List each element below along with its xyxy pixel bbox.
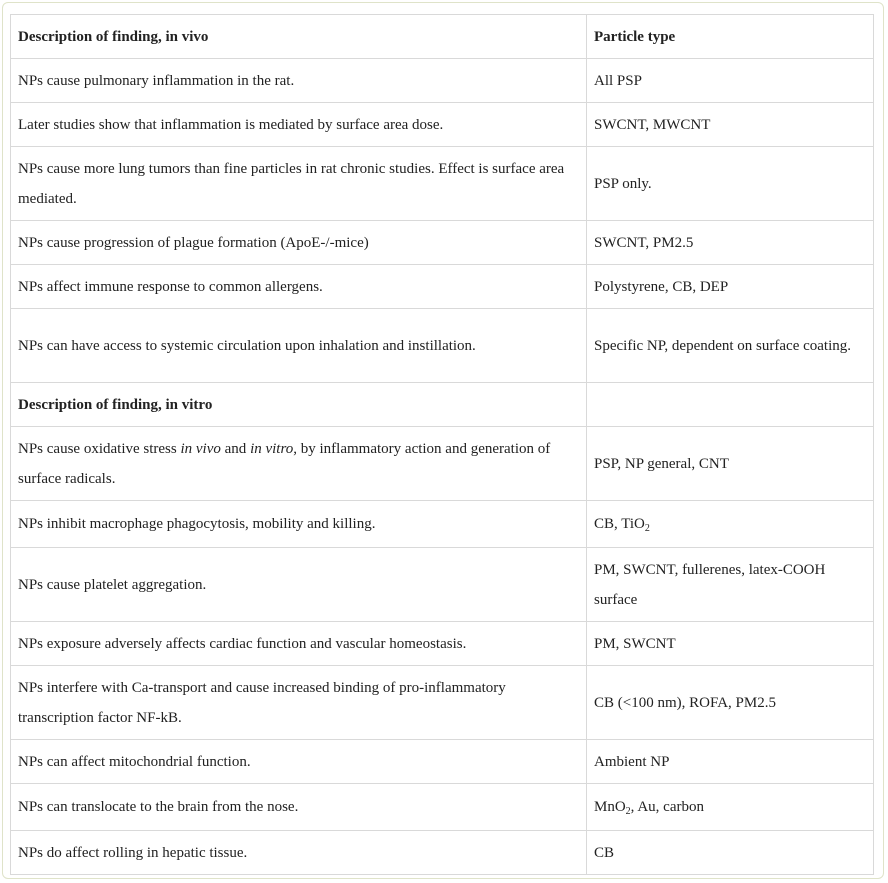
table-row: [11, 221, 874, 265]
description-cell: Later studies show that inflammation is mediated by surface area dose.: [11, 103, 587, 147]
table-row: [11, 265, 874, 309]
description-cell: NPs cause platelet aggregation.: [11, 548, 587, 622]
text-run: and: [220, 440, 251, 457]
italic-text-run: in vitro: [250, 440, 294, 457]
description-cell: NPs can affect mitochondrial function.: [11, 740, 587, 784]
text-run: MnO: [594, 799, 626, 815]
description-cell: NPs cause progression of plague formation (ApoE-/-mice): [11, 221, 587, 265]
particle-type-cell: SWCNT, MWCNT: [587, 103, 874, 147]
particle-type-cell: Specific NP, dependent on surface coating.: [587, 309, 874, 383]
table-row: [11, 147, 874, 221]
subscript: 2: [644, 523, 650, 534]
text-run: , by inflammatory action and generation of surface radicals.: [18, 440, 551, 487]
italic-text-run: in vivo: [180, 440, 221, 457]
particle-type-cell: PSP only.: [587, 147, 874, 221]
text-run: CB, TiO: [594, 516, 645, 532]
table-row: [11, 784, 874, 831]
subscript: 2: [625, 806, 631, 817]
description-cell: NPs do affect rolling in hepatic tissue.: [11, 831, 587, 875]
header-in-vivo-description: Description of finding, in vivo: [11, 15, 587, 59]
table-row: [11, 666, 874, 740]
particle-type-cell: PM, SWCNT: [587, 622, 874, 666]
table-row: [11, 59, 874, 103]
table-row: [11, 622, 874, 666]
header-row-in-vivo: [11, 15, 874, 59]
table-row: [11, 103, 874, 147]
particle-type-cell: CB (<100 nm), ROFA, PM2.5: [587, 666, 874, 740]
description-cell: NPs inhibit macrophage phagocytosis, mobility and killing.: [11, 501, 587, 548]
particle-type-cell: SWCNT, PM2.5: [587, 221, 874, 265]
header-row-in-vitro: [11, 383, 874, 427]
text-run: NPs cause oxidative stress: [18, 440, 181, 457]
description-cell: NPs affect immune response to common allergens.: [11, 265, 587, 309]
text-run: , Au, carbon: [630, 799, 704, 815]
particle-type-cell: Ambient NP: [587, 740, 874, 784]
particle-type-cell: Polystyrene, CB, DEP: [587, 265, 874, 309]
particle-type-cell: [587, 784, 874, 831]
particle-type-cell: PSP, NP general, CNT: [587, 427, 874, 501]
table-row: [11, 309, 874, 383]
description-cell: NPs cause more lung tumors than fine particles in rat chronic studies. Effect is surface area mediated.: [11, 147, 587, 221]
description-cell: NPs can translocate to the brain from the nose.: [11, 784, 587, 831]
description-cell: [11, 427, 587, 501]
table-row: [11, 427, 874, 501]
particle-type-cell: PM, SWCNT, fullerenes, latex-COOH surface: [587, 548, 874, 622]
particle-type-cell: CB: [587, 831, 874, 875]
table-row: [11, 740, 874, 784]
empty-cell: [587, 383, 874, 427]
findings-table: [10, 14, 874, 875]
description-cell: NPs exposure adversely affects cardiac function and vascular homeostasis.: [11, 622, 587, 666]
header-in-vitro-description: Description of finding, in vitro: [11, 383, 587, 427]
particle-type-cell: All PSP: [587, 59, 874, 103]
table-row: [11, 548, 874, 622]
particle-type-cell: [587, 501, 874, 548]
description-cell: NPs interfere with Ca-transport and cause increased binding of pro-inflammatory transcription factor NF-kB.: [11, 666, 587, 740]
description-cell: NPs cause pulmonary inflammation in the rat.: [11, 59, 587, 103]
table-row: [11, 501, 874, 548]
header-particle-type: Particle type: [587, 15, 874, 59]
description-cell: NPs can have access to systemic circulation upon inhalation and instillation.: [11, 309, 587, 383]
table-row: [11, 831, 874, 875]
